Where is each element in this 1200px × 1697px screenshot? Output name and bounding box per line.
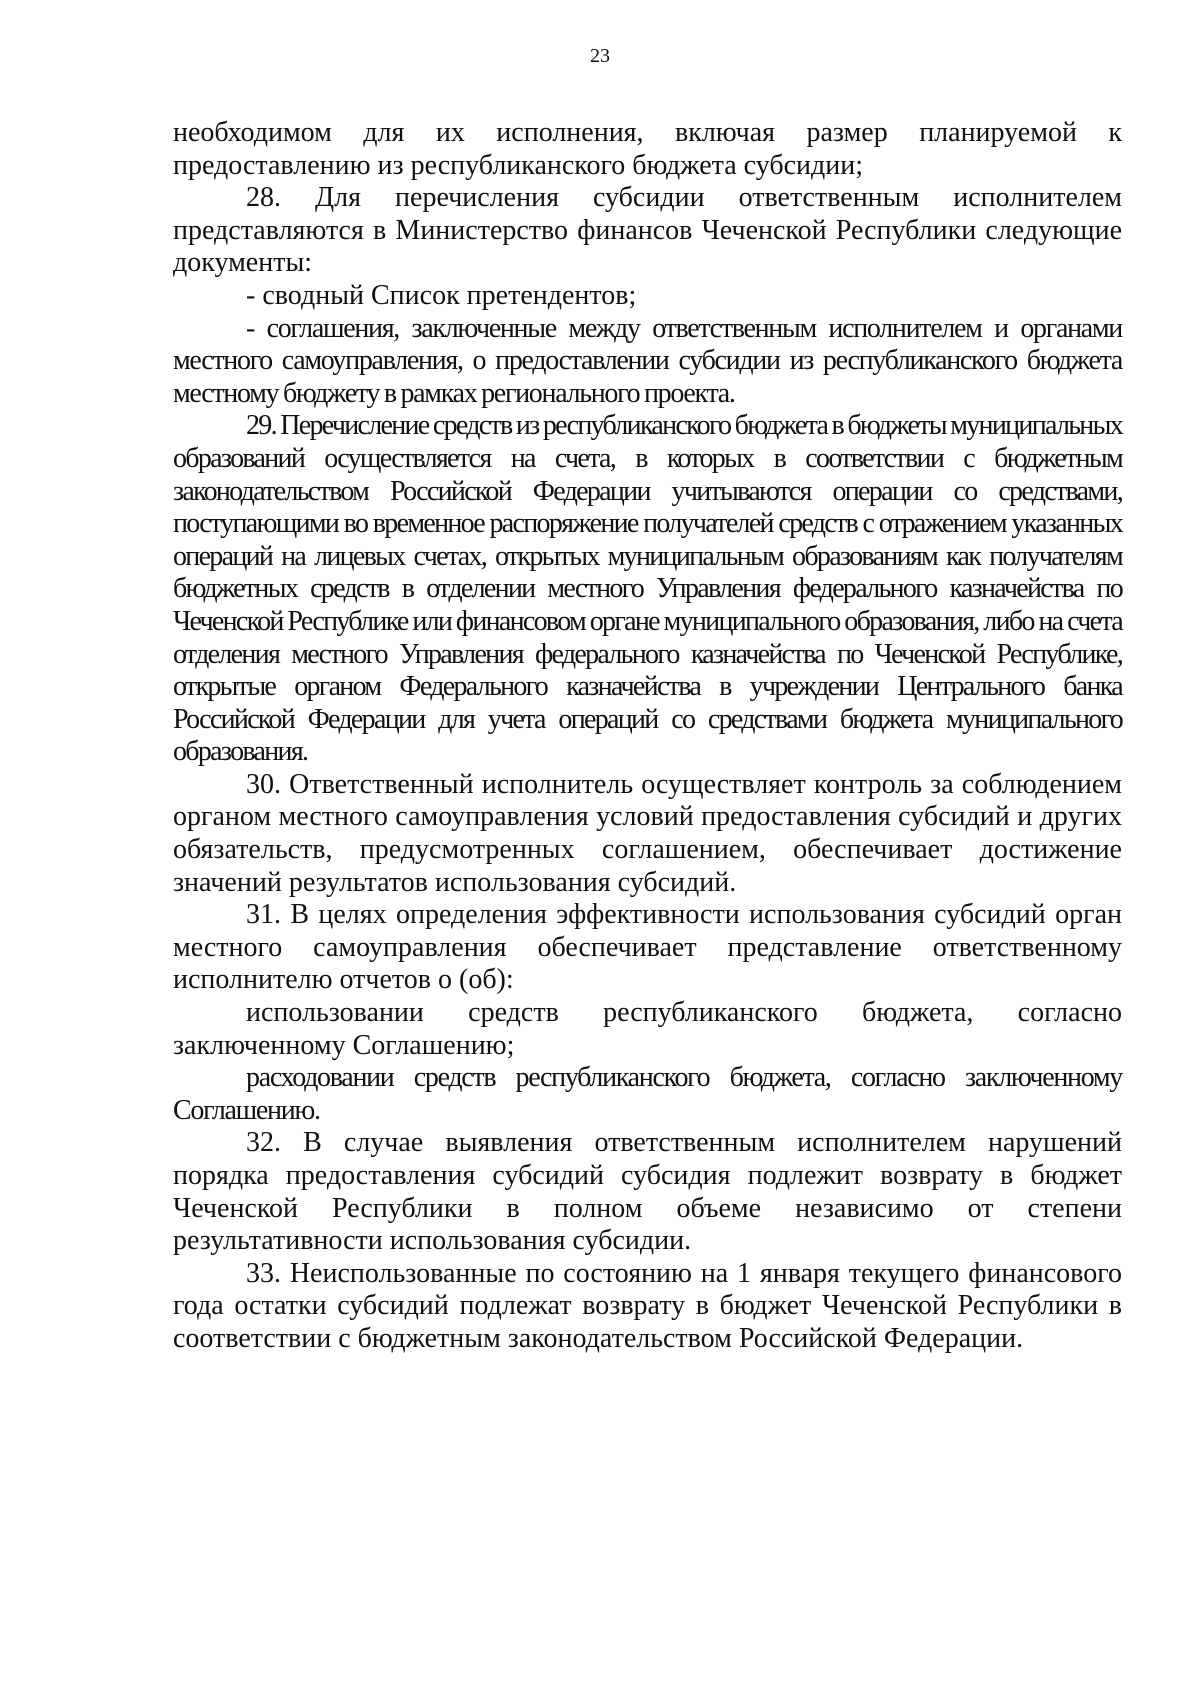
paragraph-32: 32. В случае выявления ответственным исполнителем нарушений порядка предоставления субсидий субсидия подлежит возврату в бюджет Чеченской Республики в полном объеме независимо от степени результативности использования субсидии. [173,1127,1122,1257]
paragraph-33: 33. Неиспользованные по состоянию на 1 января текущего финансового года остатки субсидий подлежат возврату в бюджет Чеченской Республики в соответствии с бюджетным законодательством Российской Федерации. [173,1257,1122,1354]
paragraph-30: 30. Ответственный исполнитель осуществляет контроль за соблюдением органом местного самоуправления условий предоставления субсидий и других обязательств, предусмотренных соглашением, обеспечивает достижение значений результатов использования субсидий. [173,768,1122,898]
list-item-agreements: - соглашения, заключенные между ответственным исполнителем и органами местного самоуправления, о предоставлении субсидии из республиканского бюджета местному бюджету в рамках регионального проекта. [173,312,1122,409]
list-item-candidates: - сводный Список претендентов; [246,279,637,311]
document-body [173,117,1122,1356]
paragraph-31: 31. В целях определения эффективности использования субсидий орган местного самоуправления обеспечивает представление ответственному исполнителю отчетов о (об): [173,899,1122,996]
page-number: 23 [590,45,610,67]
list-item-usage: использовании средств республиканского бюджета, согласно заключенному Соглашению; [173,997,1122,1061]
paragraph-29: 29. Перечисление средств из республиканского бюджета в бюджеты муниципальных образований осуществляется на счета, в которых в соответствии с бюджетным законодательством Российской Федерации учитываются операции со средствами, поступающими во временное распоряжение получателей средств с отражением указанных операций на лицевых счетах, открытых муниципальным образованиям как получателям бюджетных средств в отделении местного Управления федерального казначейства по Чеченской Республике или финансовом органе муниципального образования, либо на счета отделения местного Управления федерального казначейства по Чеченской Республике, открытые органом Федерального казначейства в учреждении Центрального банка Российской Федерации для учета операций со средствами бюджета муниципального образования. [173,410,1122,768]
list-item-spending: расходовании средств республиканского бюджета, согласно заключенному Соглашению. [173,1062,1122,1126]
paragraph-28: 28. Для перечисления субсидии ответственным исполнителем представляются в Министерство финансов Чеченской Республики следующие документы: [173,182,1122,279]
paragraph-continuation: необходимом для их исполнения, включая размер планируемой к предоставлению из республиканского бюджета субсидии; [173,117,1122,181]
